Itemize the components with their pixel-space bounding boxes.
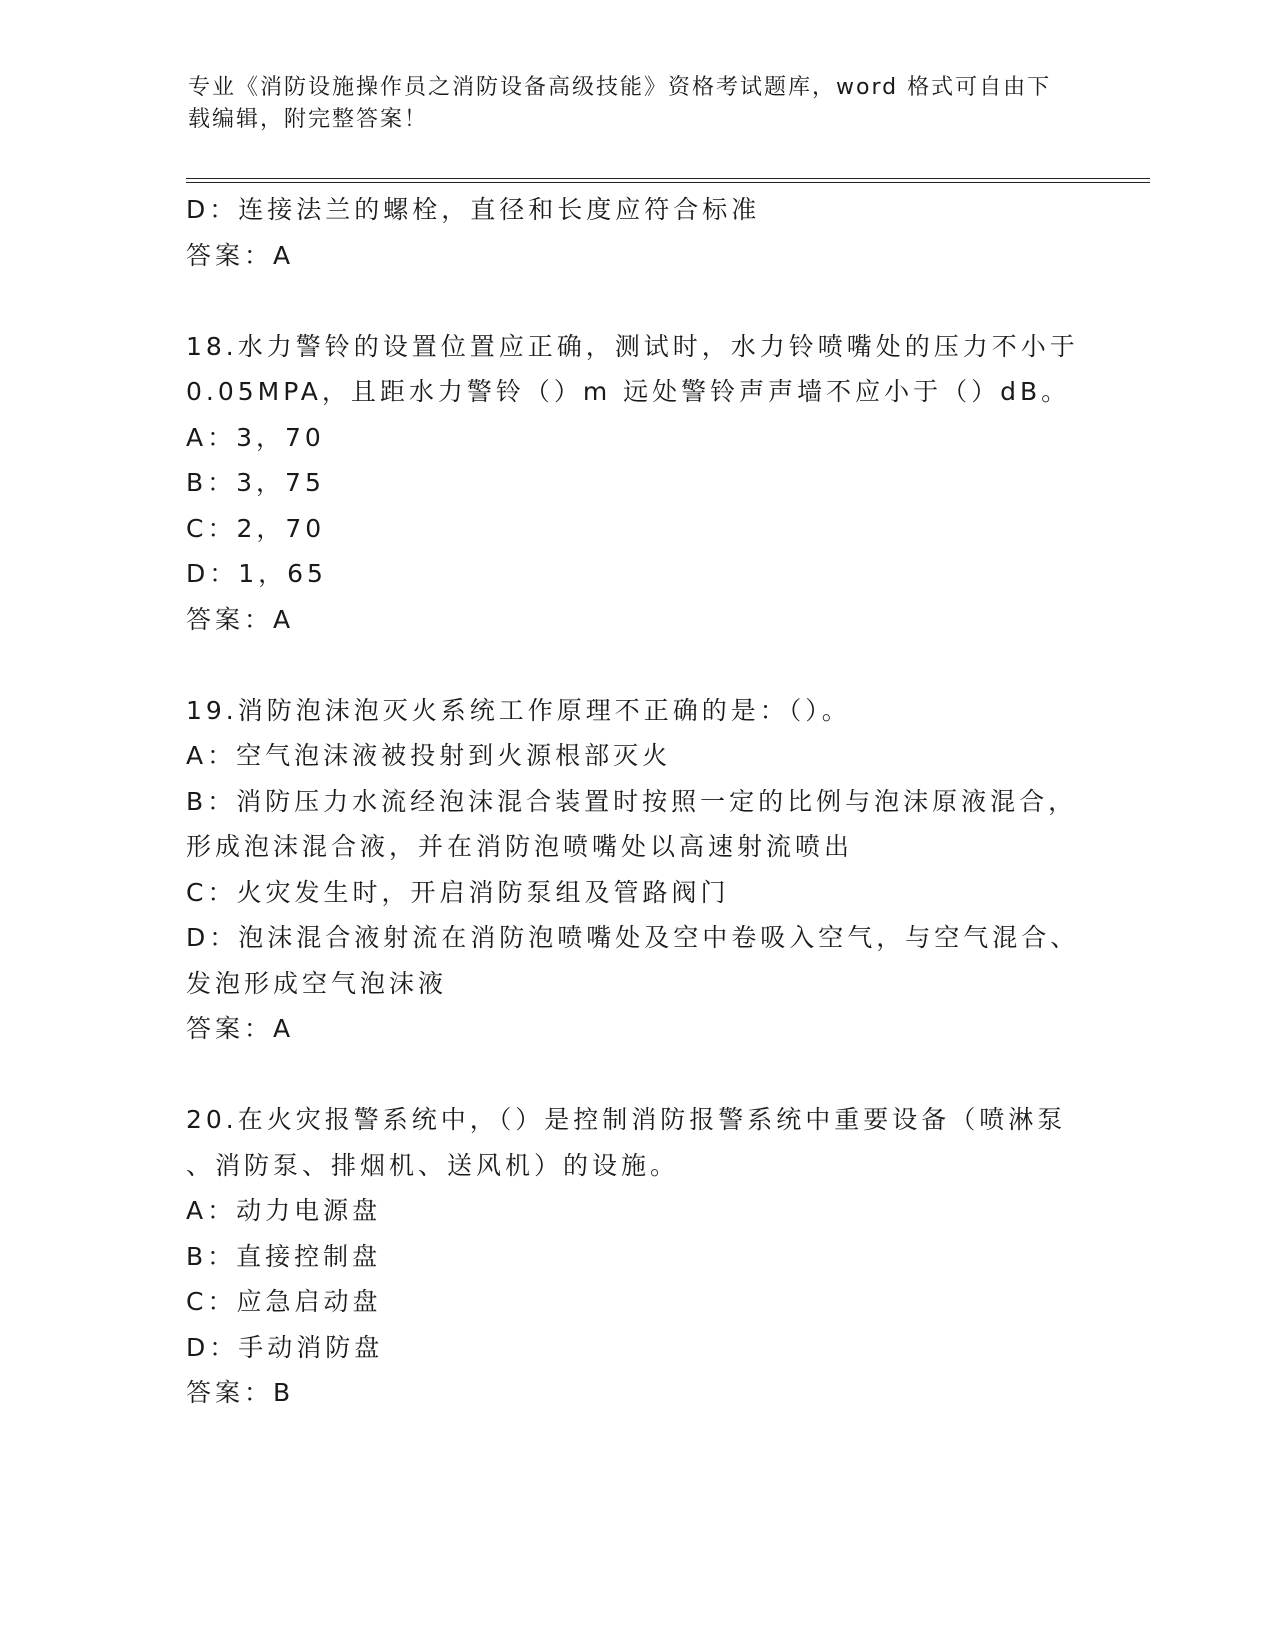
- prev-option-d: D：连接法兰的螺栓，直径和长度应符合标准: [186, 195, 761, 224]
- answer: 答案：A: [186, 604, 295, 634]
- answer: 答案：A: [186, 1014, 295, 1043]
- question-content: [186, 187, 1086, 1416]
- option-c: C：应急启动盘: [186, 1287, 382, 1316]
- question-18: [186, 324, 1086, 643]
- option-b: B：消防压力水流经泡沫混合装置时按照一定的比例与泡沫原液混合，: [186, 786, 1078, 816]
- header-line-1: 专业《消防设施操作员之消防设备高级技能》资格考试题库，word 格式可自由下: [188, 75, 1052, 100]
- question-stem-line: 19.消防泡沫泡灭火系统工作原理不正确的是：（）。: [186, 695, 851, 725]
- option-d-continued: 发泡形成空气泡沫液: [186, 968, 448, 998]
- spacer: [186, 1052, 1086, 1098]
- question-stem-line: 、消防泵、排烟机、送风机）的设施。: [186, 1150, 680, 1180]
- question-stem-line: 20.在火灾报警系统中，（）是控制消防报警系统中重要设备（喷淋泵: [186, 1105, 1067, 1134]
- option-c: C：火灾发生时，开启消防泵组及管路阀门: [186, 877, 730, 907]
- option-a: A：3，70: [186, 422, 325, 452]
- prev-answer: 答案：A: [186, 240, 295, 270]
- option-d: D：1，65: [186, 559, 327, 588]
- header-line-2: 载编辑，附完整答案！: [188, 107, 429, 132]
- header-rule-bottom: [186, 182, 1150, 183]
- question-stem-line: 0.05MPA，且距水力警铃（）m 远处警铃声声墙不应小于（）dB。: [186, 377, 1071, 406]
- header-rule-top: [186, 178, 1150, 179]
- spacer: [186, 642, 1086, 688]
- question-19: [186, 688, 1086, 1052]
- question-20: [186, 1097, 1086, 1416]
- answer: 答案：B: [186, 1378, 295, 1407]
- option-b: B：直接控制盘: [186, 1241, 382, 1271]
- option-a: A：空气泡沫液被投射到火源根部灭火: [186, 741, 672, 770]
- option-c: C：2，70: [186, 513, 326, 543]
- page-header: [188, 72, 1068, 136]
- option-b-continued: 形成泡沫混合液，并在消防泡喷嘴处以高速射流喷出: [186, 832, 854, 861]
- option-a: A：动力电源盘: [186, 1196, 382, 1225]
- option-d: D：泡沫混合液射流在消防泡喷嘴处及空中卷吸入空气，与空气混合、: [186, 923, 1080, 952]
- option-b: B：3，75: [186, 468, 325, 497]
- question-stem-line: 18.水力警铃的设置位置应正确，测试时，水力铃喷嘴处的压力不小于: [186, 331, 1079, 361]
- spacer: [186, 278, 1086, 324]
- option-d: D：手动消防盘: [186, 1332, 384, 1362]
